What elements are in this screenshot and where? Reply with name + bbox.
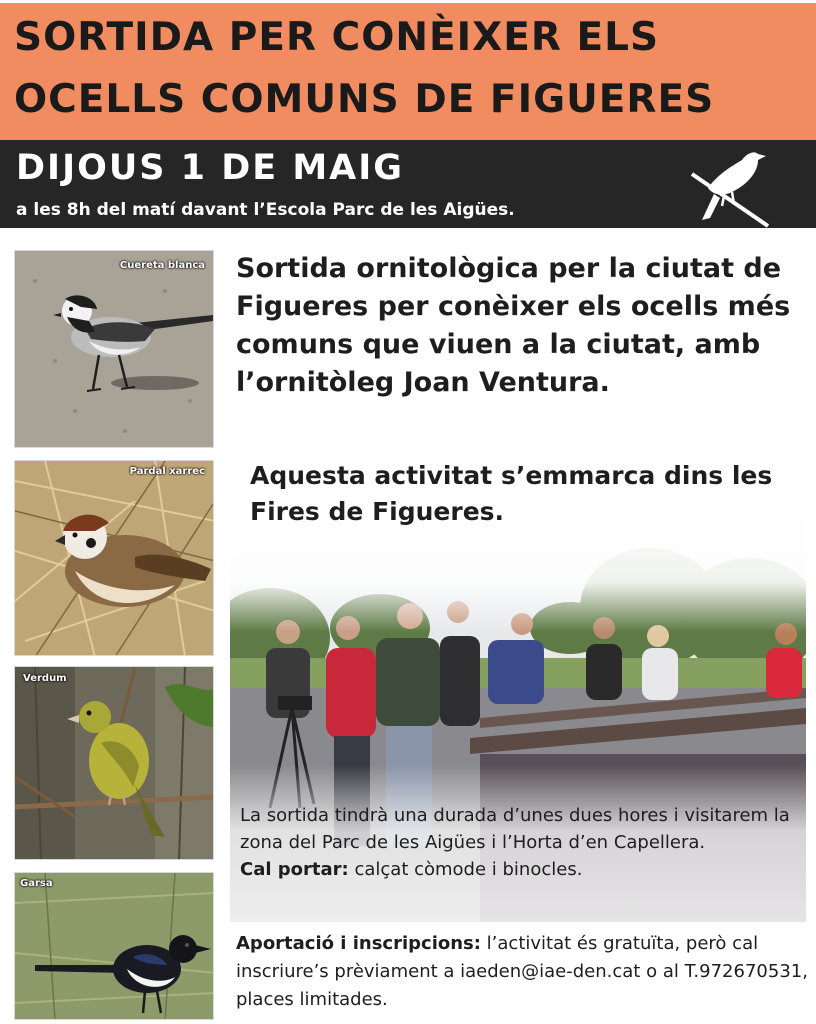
sparrow-photo (14, 460, 214, 656)
duration-text: La sortida tindrà una durada d’unes dues hores i visitarem la zona del Parc de les Aigües i l’Horta d’en Capellera. (240, 805, 790, 853)
greenfinch-photo (14, 666, 214, 860)
event-date: DIJOUS 1 DE MAIG (16, 148, 405, 188)
photo-label-magpie: Garsa (20, 878, 53, 889)
bird-on-branch-icon (684, 148, 774, 228)
photo-label-sparrow: Pardal xarrec (129, 466, 205, 477)
bring-text: calçat còmode i binocles. (348, 859, 583, 880)
photo-label-wagtail: Cuereta blanca (119, 260, 205, 271)
magpie-photo (14, 872, 214, 1020)
title-line-1: SORTIDA PER CONÈIXER ELS (14, 15, 660, 60)
wagtail-photo (14, 250, 214, 448)
photo-label-greenfinch: Verdum (23, 673, 67, 684)
fee-text: l’activitat és gratuïta, però cal inscriure’s prèviament a iaeden@iae-den.cat o al T.972670531, places limitades. (236, 933, 808, 1010)
fee-label: Aportació i inscripcions: (236, 933, 481, 954)
intro-text: Sortida ornitològica per la ciutat de Figueres per conèixer els ocells més comuns que viuen a la ciutat, amb l’ornitòleg Joan Ventura. (236, 253, 791, 398)
title-line-2: OCELLS COMUNS DE FIGUERES (14, 77, 715, 122)
title-banner (0, 0, 816, 140)
registration-info (236, 930, 810, 1014)
bring-label: Cal portar: (240, 859, 349, 880)
event-time-place: a les 8h del matí davant l’Escola Parc de les Aigües. (16, 200, 515, 220)
trip-details (240, 802, 810, 883)
fires-note: Aquesta activitat s’emmarca dins les Fires de Figueres. (250, 461, 773, 526)
